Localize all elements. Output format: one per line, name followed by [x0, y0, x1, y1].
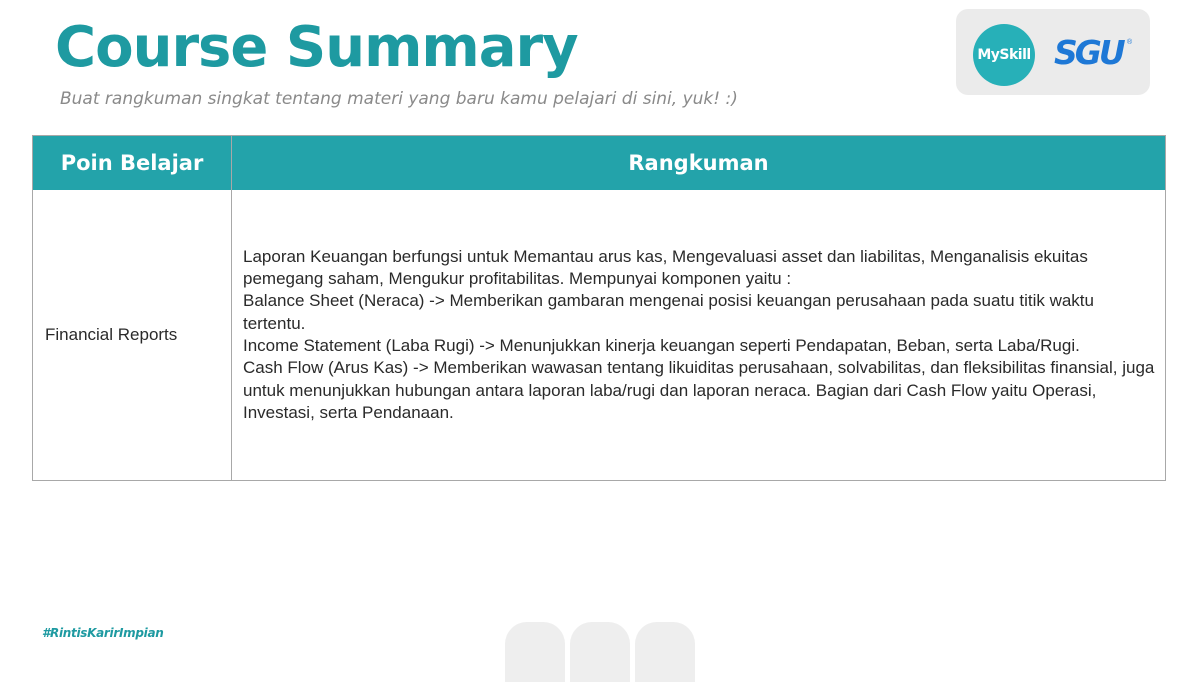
table-cell-rangkuman [243, 190, 1155, 480]
decorative-tab [570, 622, 630, 682]
decorative-tab [635, 622, 695, 682]
footer-hashtag: #RintisKarirImpian [42, 626, 164, 640]
summary-paragraph: Cash Flow (Arus Kas) -> Memberikan wawasan tentang likuiditas perusahaan, solvabilitas, dan fleksibilitas finansial, juga untuk menunjukkan hubungan antara laporan laba/rugi dan laporan neraca. Bagian dari Cash Flow yaitu Operasi, Investasi, serta Pendanaan. [243, 358, 1155, 422]
column-header-rangkuman: Rangkuman [628, 151, 769, 175]
registered-mark-icon: ® [1127, 39, 1133, 46]
column-divider [231, 136, 232, 480]
decorative-tab [505, 622, 565, 682]
sgu-logo: SGU [1054, 33, 1123, 72]
summary-table [32, 135, 1166, 481]
summary-paragraph: Balance Sheet (Neraca) -> Memberikan gambaran mengenai posisi keuangan perusahaan pada suatu titik waktu tertentu. [243, 291, 1094, 333]
column-header-poin-belajar: Poin Belajar [60, 151, 204, 175]
page-title: Course Summary [55, 15, 578, 80]
myskill-logo: MySkill [973, 24, 1035, 86]
logo-panel [956, 9, 1150, 95]
summary-paragraph: Laporan Keuangan berfungsi untuk Memantau arus kas, Mengevaluasi asset dan liabilitas, Menganalisis ekuitas pemegang saham, Mengukur profitabilitas. Mempunyai komponen yaitu : [243, 246, 1088, 289]
summary-paragraph: Income Statement (Laba Rugi) -> Menunjukkan kinerja keuangan seperti Pendapatan, Beban, serta Laba/Rugi. [243, 336, 1080, 355]
table-header [33, 136, 1165, 190]
page-subtitle: Buat rangkuman singkat tentang materi yang baru kamu pelajari di sini, yuk! :) [60, 89, 738, 109]
table-cell-poin: Financial Reports [45, 325, 178, 344]
